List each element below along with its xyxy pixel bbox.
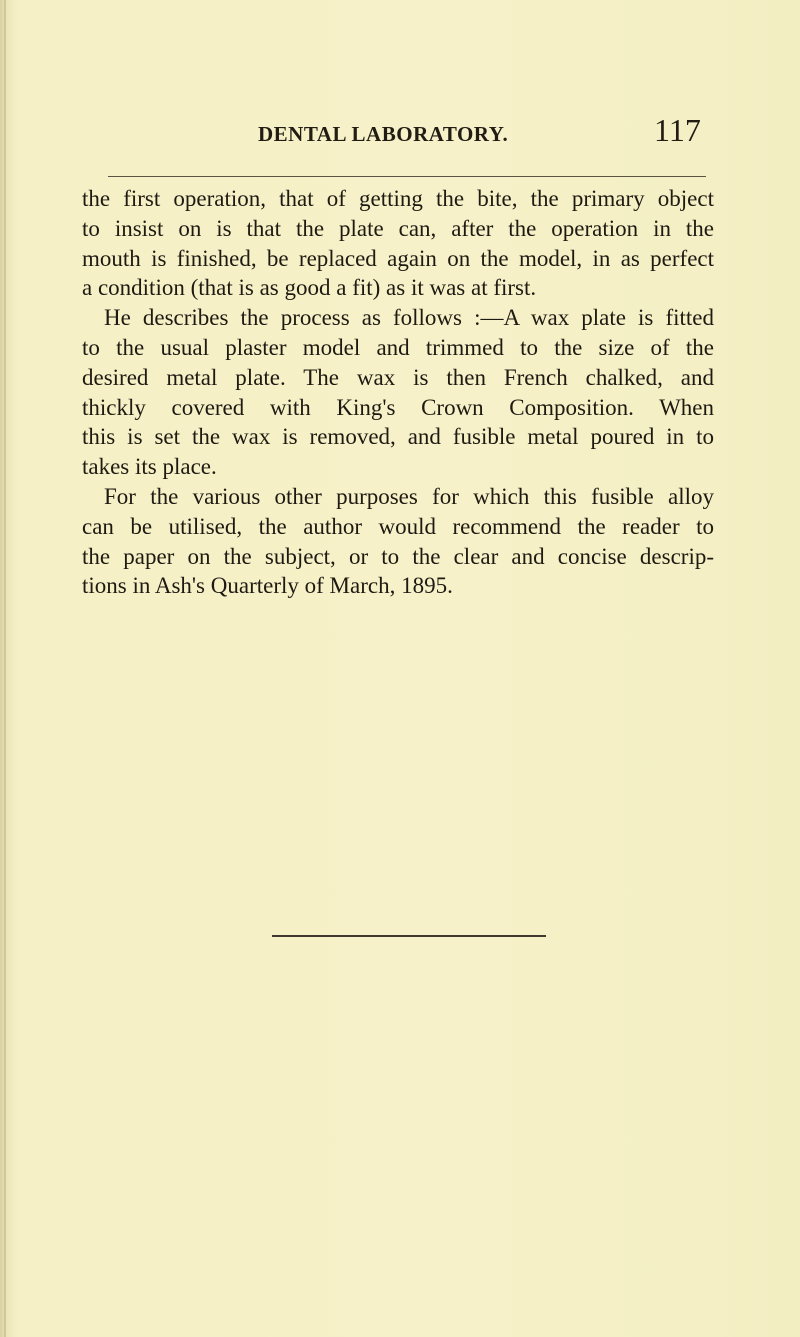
text-line: desired metal plate. The wax is then French chalked, and [82, 364, 714, 390]
running-head: DENTAL LABORATORY. [258, 122, 509, 146]
header-rule [108, 176, 706, 177]
text-line: the paper on the subject, or to the clear and concise descrip- [82, 543, 714, 569]
page-header [0, 110, 800, 150]
text-line: to insist on is that the plate can, after the operation in the [82, 215, 714, 241]
paragraph-3 [82, 482, 714, 601]
text-line: to the usual plaster model and trimmed to the size of the [82, 334, 714, 360]
text-line: mouth is finished, be replaced again on the model, in as perfect [82, 245, 714, 271]
text-line: can be utilised, the author would recommend the reader to [82, 513, 714, 539]
text-line: the first operation, that of getting the bite, the primary object [82, 186, 714, 211]
end-rule [272, 935, 546, 937]
text-line: For the various other purposes for which this fusible alloy [104, 483, 714, 509]
page-gutter [4, 0, 6, 1337]
text-line: a condition (that is as good a fit) as it was at first. [82, 275, 537, 301]
text-line: this is set the wax is removed, and fusible metal poured in to [82, 424, 714, 450]
text-line: takes its place. [82, 454, 217, 480]
text-line: tions in Ash's Quarterly of March, 1895. [82, 573, 453, 599]
text-line: He describes the process as follows :—A wax plate is fitted [104, 305, 714, 331]
body-text [82, 184, 714, 601]
paragraph-1 [82, 184, 714, 303]
paragraph-2 [82, 303, 714, 482]
text-line: thickly covered with King's Crown Composition. When [82, 394, 714, 420]
page-number: 117 [654, 112, 701, 148]
